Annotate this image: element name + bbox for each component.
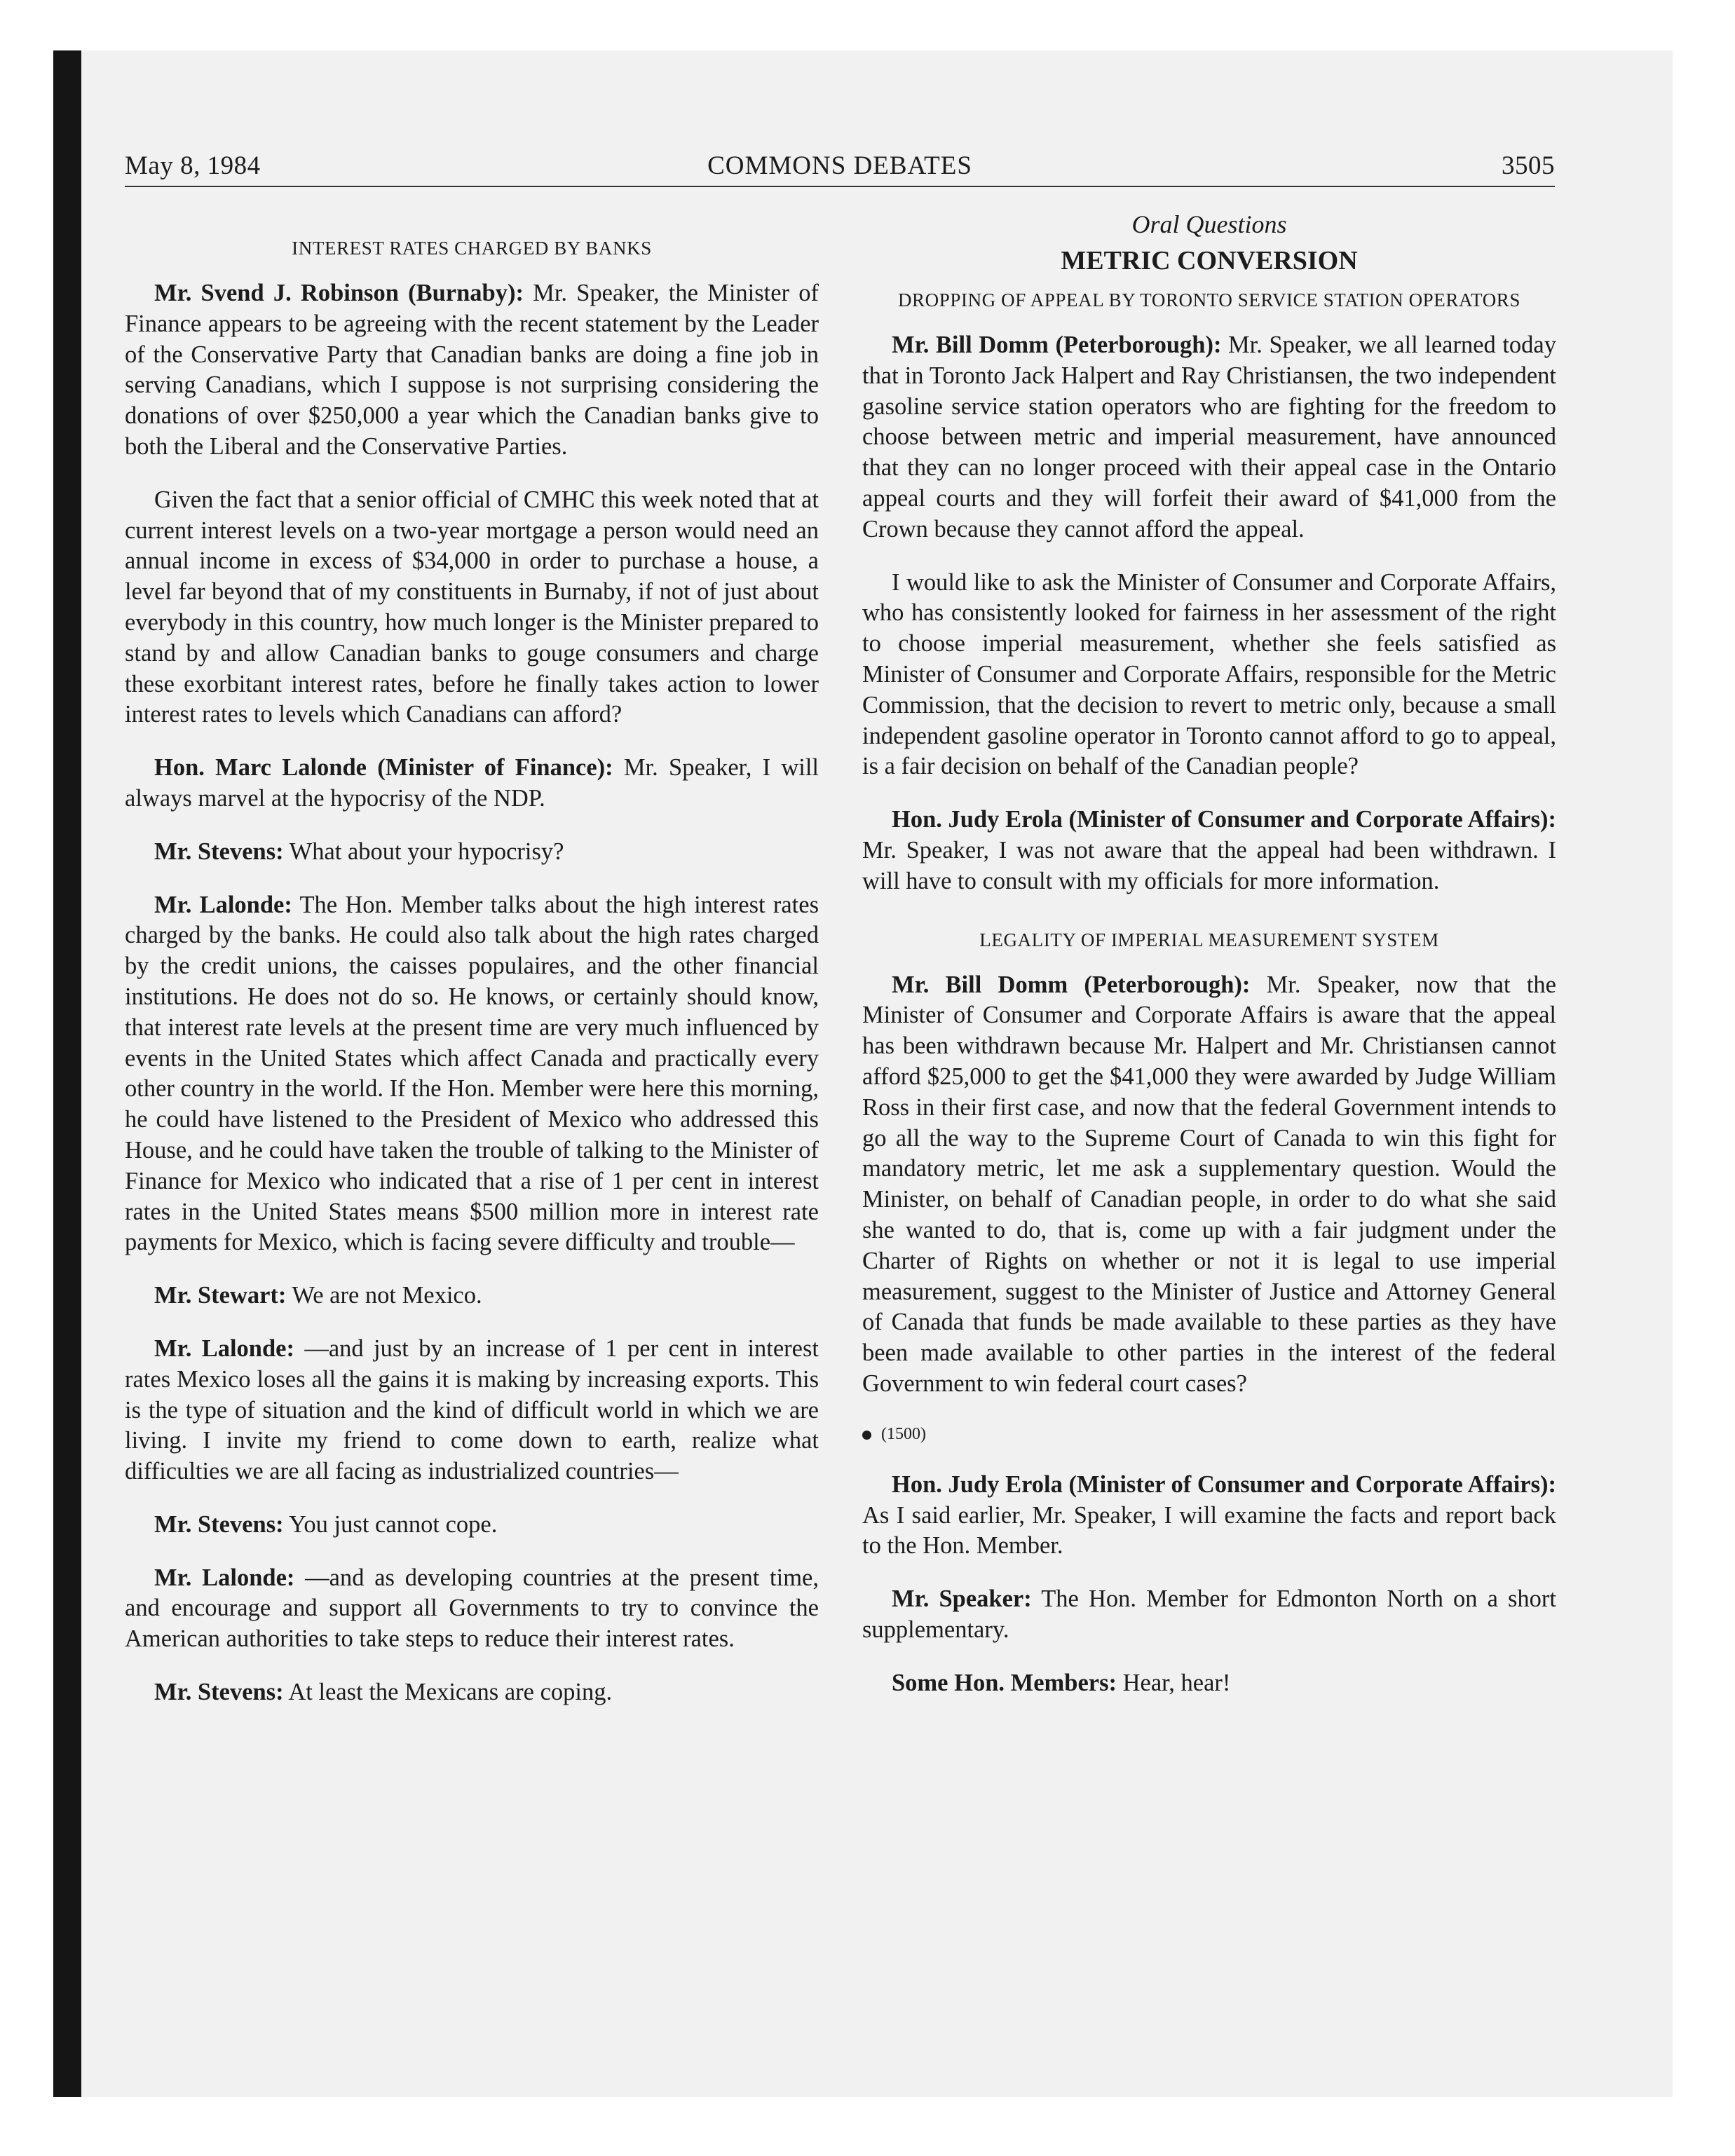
paragraph (862, 568, 1556, 783)
section-heading-legality-imperial: LEGALITY OF IMPERIAL MEASUREMENT SYSTEM (979, 929, 1439, 950)
left-column (125, 208, 819, 1708)
speaker-name: Mr. Bill Domm (Peterborough): (892, 332, 1222, 358)
speech-text: Mr. Speaker, I will always marvel at the hypocrisy of the NDP. (125, 754, 819, 812)
header-rule (125, 186, 1555, 187)
speaker-name: Mr. Stewart: (154, 1282, 287, 1309)
paragraph (125, 1510, 819, 1541)
speech-text: —and just by an increase of 1 per cent in interest rates Mexico loses all the gains it is making by increasing exports. This is the type of situation and the kind of difficult world in which we are living. I invite my friend to come down to earth, realize what difficulties we are all facing as industrialized countries— (125, 1335, 819, 1485)
speech-text: What about your hypocrisy? (283, 838, 564, 865)
paragraph (125, 485, 819, 730)
header-date: May 8, 1984 (125, 151, 261, 180)
paragraph (862, 1668, 1556, 1699)
speaker-name: Mr. Stevens: (154, 838, 284, 865)
speech-text: Mr. Speaker, I was not aware that the appeal had been withdrawn. I will have to consult with my officials for more information. (862, 836, 1556, 894)
paragraph (862, 1584, 1556, 1646)
scan-binding-edge (53, 50, 81, 2097)
paragraph (125, 1281, 819, 1311)
speech-text: We are not Mexico. (286, 1282, 482, 1309)
paragraph (125, 1563, 819, 1655)
paragraph (125, 890, 819, 1259)
speaker-name: Mr. Stevens: (154, 1510, 284, 1538)
right-column (862, 208, 1556, 1698)
speech-text: Given the fact that a senior official of CMHC this week noted that at current interest levels on a two-year mortgage a person would need an annual income in excess of $34,000 in order to purchase a house, a level far beyond that of my constituents in Burnaby, if not of just about everybody in this country, how much longer is the Minister prepared to stand by and allow Canadian banks to gouge consumers and charge these exorbitant interest rates, before he finally takes action to lower interest rates to levels which Canadians can afford? (125, 486, 819, 728)
paragraph (125, 1677, 819, 1708)
speech-text: Mr. Speaker, now that the Minister of Consumer and Corporate Affairs is aware that the appeal has been withdrawn because Mr. Halpert and Mr. Christiansen cannot afford $25,000 to get the $41,000 they were awarded by Judge William Ross in their first case, and now that the federal Government intends to go all the way to the Supreme Court of Canada to win this fight for mandatory metric, let me ask a supplementary question. Would the Minister, on behalf of Canadian people, in order to do what she said she wanted to do, that is, come up with a fair judgment under the Charter of Rights on whether or not it is legal to use imperial measurement, suggest to the Minister of Justice and Attorney General of Canada that funds be made available to these parties as they have been made available to other parties in the interest of the federal Government to win federal court cases? (862, 971, 1556, 1397)
speech-text: —and as developing countries at the present time, and encourage and support all Governments to try to convince the American authorities to take steps to reduce their interest rates. (125, 1564, 819, 1653)
paragraph (862, 970, 1556, 1400)
main-heading-metric-conversion: METRIC CONVERSION (1061, 246, 1358, 275)
header-title: COMMONS DEBATES (707, 151, 972, 180)
speech-text: As I said earlier, Mr. Speaker, I will examine the facts and report back to the Hon. Member. (862, 1501, 1556, 1560)
time-marker (862, 1422, 1556, 1446)
running-header (125, 151, 1555, 187)
section-heading-dropping-of-appeal: DROPPING OF APPEAL BY TORONTO SERVICE STATION OPERATORS (897, 289, 1521, 311)
paragraph (125, 278, 819, 463)
paragraph (125, 1334, 819, 1487)
speaker-name: Some Hon. Members: (892, 1669, 1117, 1696)
speaker-name: Hon. Judy Erola (Minister of Consumer and Corporate Affairs): (892, 806, 1556, 833)
time-marker-text: (1500) (881, 1424, 926, 1443)
speech-text: I would like to ask the Minister of Consumer and Corporate Affairs, who has consistently looked for fairness in her assessment of the right to choose imperial measurement, whether she feels satisfied as Minister of Consumer and Corporate Affairs, responsible for the Metric Commission, that the decision to revert to metric only, because a small independent gasoline operator in Toronto cannot afford to go to appeal, is a fair decision on behalf of the Canadian people? (862, 568, 1556, 780)
bullet-icon (862, 1431, 871, 1440)
document-page (125, 151, 1555, 1945)
speaker-name: Mr. Bill Domm (Peterborough): (892, 971, 1251, 998)
paragraph (125, 753, 819, 814)
paragraph (125, 837, 819, 868)
speaker-name: Mr. Svend J. Robinson (Burnaby): (154, 280, 524, 306)
speaker-name: Mr. Lalonde: (154, 1564, 295, 1591)
speech-text: Mr. Speaker, we all learned today that in Toronto Jack Halpert and Ray Christiansen, the two independent gasoline service station operators who are fighting for the freedom to choose between metric and imperial measurement, have announced that they can no longer proceed with their appeal case in the Ontario appeal courts and they will forfeit their award of $41,000 from the Crown because they cannot afford the appeal. (862, 332, 1556, 543)
section-heading-interest-rates: INTEREST RATES CHARGED BY BANKS (292, 238, 652, 259)
header-page-number: 3505 (1502, 151, 1555, 180)
paragraph (862, 805, 1556, 896)
paragraph (862, 330, 1556, 545)
paragraph (862, 1470, 1556, 1562)
oral-questions-label: Oral Questions (1131, 210, 1287, 238)
speaker-name: Mr. Lalonde: (154, 891, 292, 918)
speech-text: The Hon. Member talks about the high interest rates charged by the banks. He could also talk about the high rates charged by the credit unions, the caisses populaires, and the other financial institutions. He does not do so. He knows, or certainly should know, that interest rate levels at the present time are very much influenced by events in the United States which affect Canada and practically every other country in the world. If the Hon. Member were here this morning, he could have listened to the President of Mexico who addressed this House, and he could have taken the trouble of talking to the Minister of Finance for Mexico who indicated that a rise of 1 per cent in interest rates in the United States means $500 million more in interest rate payments for Mexico, which is facing severe difficulty and trouble— (125, 891, 819, 1256)
speaker-name: Mr. Speaker: (892, 1585, 1032, 1613)
speech-text: At least the Mexicans are coping. (283, 1679, 613, 1706)
speaker-name: Mr. Stevens: (154, 1679, 284, 1706)
speech-text: Hear, hear! (1116, 1669, 1231, 1696)
speech-text: The Hon. Member for Edmonton North on a short supplementary. (862, 1585, 1557, 1643)
speech-text: Mr. Speaker, the Minister of Finance appears to be agreeing with the recent statement by the Leader of the Conservative Party that Canadian banks are doing a fine job in serving Canadians, which I suppose is not surprising considering the donations of over $250,000 a year which the Canadian banks give to both the Liberal and the Conservative Parties. (125, 280, 819, 460)
speaker-name: Hon. Marc Lalonde (Minister of Finance): (154, 754, 613, 782)
two-column-body (125, 208, 1555, 1932)
speaker-name: Mr. Lalonde: (154, 1335, 294, 1362)
speaker-name: Hon. Judy Erola (Minister of Consumer and Corporate Affairs): (892, 1471, 1556, 1498)
speech-text: You just cannot cope. (283, 1510, 498, 1538)
